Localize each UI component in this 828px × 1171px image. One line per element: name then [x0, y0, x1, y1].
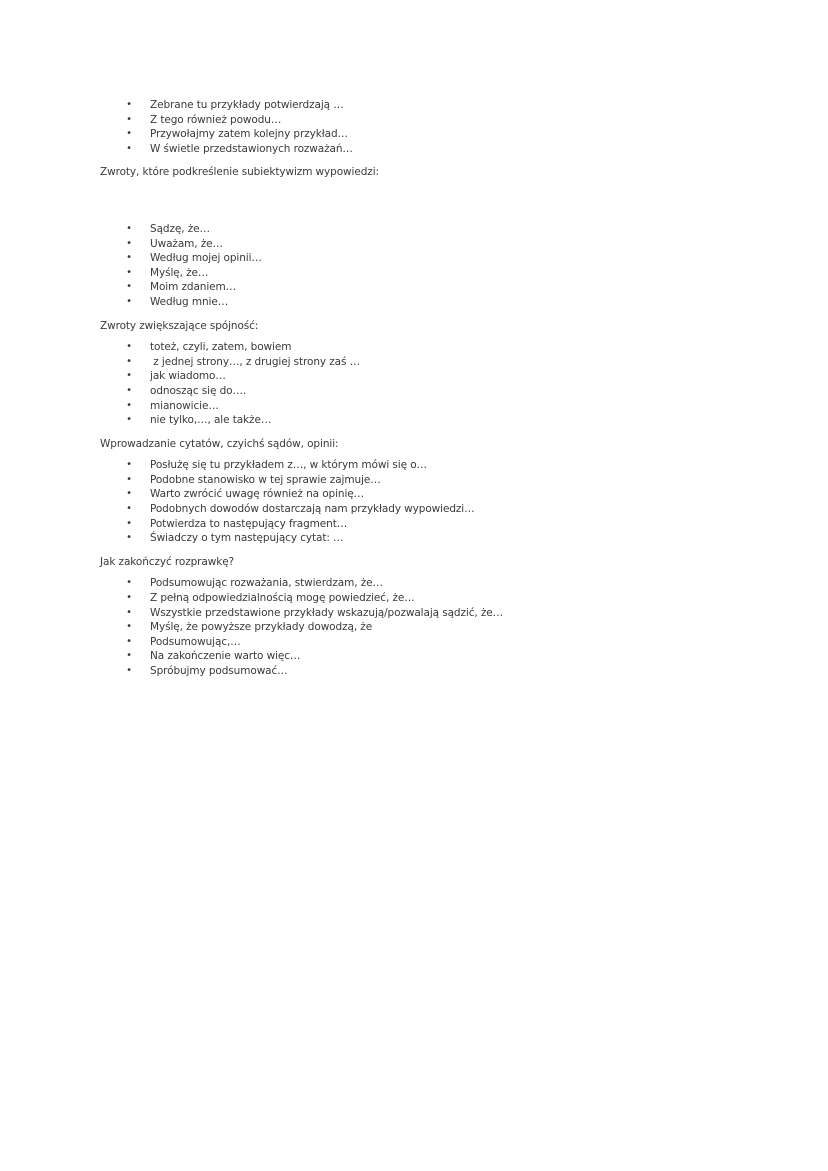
- list-item-text: mianowicie…: [150, 399, 219, 412]
- bullet-icon: •: [126, 473, 132, 485]
- list-item: [100, 251, 740, 266]
- list-item: [100, 531, 740, 546]
- list-item-text: toteż, czyli, zatem, bowiem: [150, 341, 292, 354]
- bullet-icon: •: [126, 488, 132, 500]
- list-item-text: Podsumowując rozważania, stwierdzam, że…: [150, 577, 383, 590]
- list-item-text: Sądzę, że…: [150, 222, 210, 235]
- list-item-text: nie tylko,…, ale także…: [150, 414, 272, 427]
- bullet-icon: •: [126, 532, 132, 544]
- bullet-icon: •: [126, 266, 132, 278]
- bullet-icon: •: [126, 503, 132, 515]
- list-item: [100, 413, 740, 428]
- section-heading-subjectivity: Zwroty, które podkreślenie subiektywizm wypowiedzi:: [100, 166, 379, 179]
- list-item: [100, 113, 740, 128]
- list-item: [100, 369, 740, 384]
- bullet-icon: •: [126, 517, 132, 529]
- list-item-text: Na zakończenie warto więc…: [150, 650, 301, 663]
- bullet-icon: •: [126, 222, 132, 234]
- bullet-icon: •: [126, 665, 132, 676]
- list-item: [100, 127, 740, 142]
- bullet-icon: •: [126, 635, 132, 647]
- list-item: [100, 576, 740, 591]
- section-heading-quotations: Wprowadzanie cytatów, czyichś sądów, opinii:: [100, 437, 339, 450]
- list-item-text: Warto zwrócić uwagę również na opinię…: [150, 488, 365, 501]
- bullet-icon: •: [126, 252, 132, 264]
- bullet-icon: •: [126, 650, 132, 662]
- list-item-text: Uważam, że…: [150, 237, 223, 250]
- list-item-text: Z pełną odpowiedzialnością mogę powiedzieć, że…: [150, 592, 415, 605]
- list-item-text: Według mojej opinii…: [150, 252, 262, 265]
- list-item-text: Podobnych dowodów dostarczają nam przykłady wypowiedzi…: [150, 503, 475, 516]
- list-item: [100, 664, 740, 679]
- bullet-icon: •: [126, 295, 132, 307]
- bullet-icon: •: [126, 414, 132, 426]
- list-item-text: z jednej strony…, z drugiej strony zaś …: [150, 355, 360, 368]
- list-item: [100, 606, 740, 621]
- list-item: [100, 517, 740, 532]
- list-item-text: W świetle przedstawionych rozważań…: [150, 142, 353, 155]
- list-item: [100, 502, 740, 517]
- list-item-text: Potwierdza to następujący fragment…: [150, 517, 348, 530]
- bullet-list-cohesion: [100, 340, 740, 428]
- list-item: [100, 237, 740, 252]
- bullet-list-subjectivity: [100, 222, 740, 310]
- list-item: [100, 635, 740, 650]
- bullet-icon: •: [126, 399, 132, 411]
- list-item-text: Wszystkie przedstawione przykłady wskazują/pozwalają sądzić, że…: [150, 606, 504, 619]
- list-item-text: jak wiadomo…: [150, 370, 226, 383]
- bullet-icon: •: [126, 99, 132, 110]
- list-item: [100, 384, 740, 399]
- list-item-text: Moim zdaniem…: [150, 281, 237, 294]
- list-item-text: Przywołajmy zatem kolejny przykład…: [150, 128, 348, 141]
- list-item: [100, 458, 740, 473]
- list-item: [100, 620, 740, 635]
- bullet-list-argument-phrases: [100, 98, 740, 156]
- list-item: [100, 399, 740, 414]
- list-item-text: Podsumowując,…: [150, 635, 241, 648]
- list-item: [100, 340, 740, 355]
- bullet-icon: •: [126, 128, 132, 140]
- list-item: [100, 295, 740, 310]
- list-item-text: Zebrane tu przykłady potwierdzają …: [150, 99, 344, 111]
- document-content: [100, 98, 740, 679]
- list-item-text: Według mnie…: [150, 295, 229, 308]
- list-item-text: Myślę, że powyższe przykłady dowodzą, że: [150, 621, 373, 634]
- list-item-text: Świadczy o tym następujący cytat: …: [150, 532, 344, 545]
- bullet-icon: •: [126, 113, 132, 125]
- bullet-icon: •: [126, 577, 132, 589]
- bullet-icon: •: [126, 459, 132, 471]
- bullet-list-quotations: [100, 458, 740, 546]
- bullet-icon: •: [126, 621, 132, 633]
- bullet-icon: •: [126, 281, 132, 293]
- list-item-text: Spróbujmy podsumować…: [150, 665, 288, 677]
- bullet-icon: •: [126, 592, 132, 604]
- bullet-icon: •: [126, 237, 132, 249]
- list-item-text: Z tego również powodu…: [150, 113, 282, 126]
- section-heading-conclusion: Jak zakończyć rozprawkę?: [100, 555, 235, 568]
- bullet-icon: •: [126, 384, 132, 396]
- list-item: [100, 649, 740, 664]
- list-item: [100, 266, 740, 281]
- list-item: [100, 355, 740, 370]
- list-item-text: odnosząc się do….: [150, 384, 247, 397]
- list-item-text: Posłużę się tu przykładem z…, w którym mówi się o…: [150, 459, 427, 472]
- list-item: [100, 98, 740, 113]
- list-item: [100, 591, 740, 606]
- list-item: [100, 473, 740, 488]
- bullet-icon: •: [126, 355, 132, 367]
- bullet-list-conclusion: [100, 576, 740, 678]
- list-item-text: Myślę, że…: [150, 266, 209, 279]
- list-item: [100, 222, 740, 237]
- bullet-icon: •: [126, 370, 132, 382]
- list-item: [100, 280, 740, 295]
- list-item: [100, 142, 740, 157]
- bullet-icon: •: [126, 142, 132, 154]
- bullet-icon: •: [126, 341, 132, 353]
- section-heading-cohesion: Zwroty zwiększające spójność:: [100, 319, 259, 332]
- list-item-text: Podobne stanowisko w tej sprawie zajmuje…: [150, 473, 381, 486]
- list-item: [100, 487, 740, 502]
- bullet-icon: •: [126, 606, 132, 618]
